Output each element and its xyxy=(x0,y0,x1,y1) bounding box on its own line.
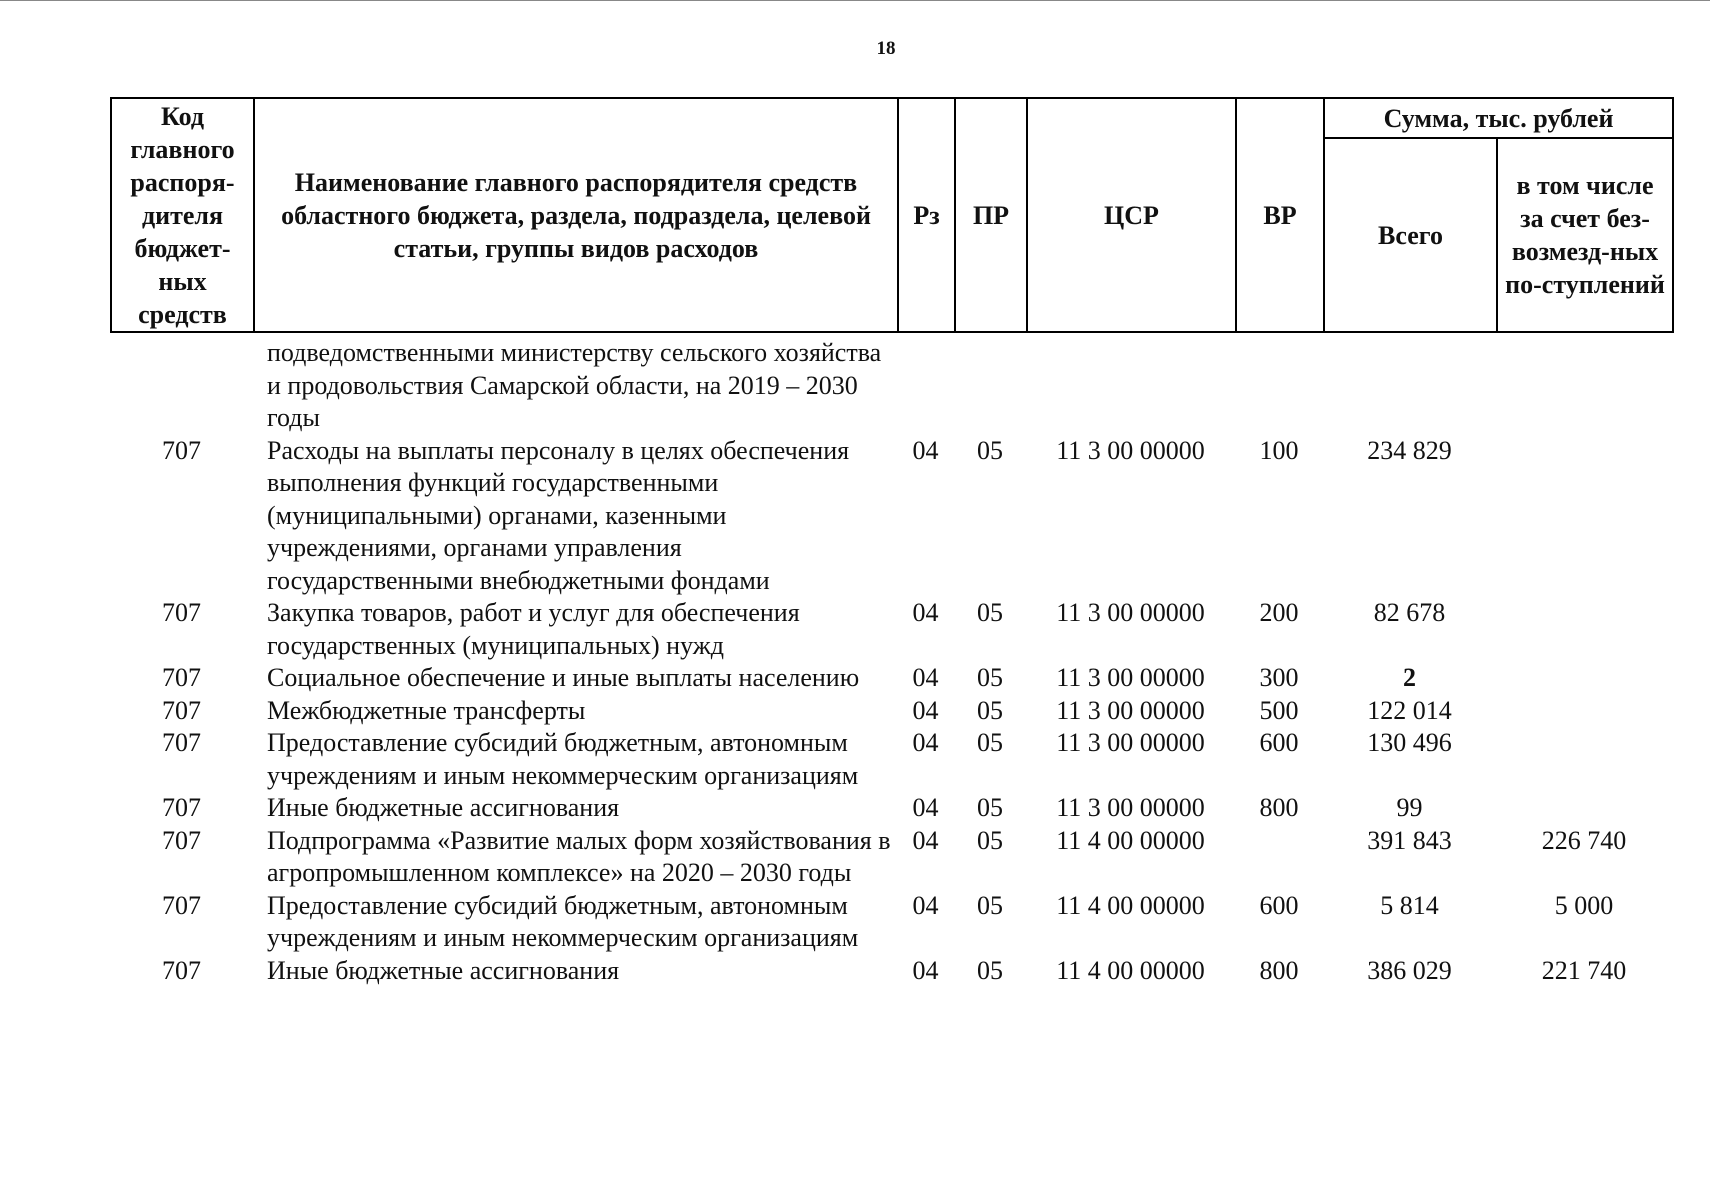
cell-total: 234 829 xyxy=(1367,435,1452,465)
table-row xyxy=(110,727,1672,792)
cell-code: 707 xyxy=(162,663,201,692)
cell-csr: 11 3 00 00000 xyxy=(1056,695,1205,725)
cell-code: 707 xyxy=(162,435,201,465)
header-rz: Рз xyxy=(898,98,955,332)
scan-top-edge xyxy=(0,0,1710,3)
cell-name: Социальное обеспечение и иные выплаты населению xyxy=(267,663,860,692)
cell-pr: 05 xyxy=(977,890,1003,920)
cell-incl: 221 740 xyxy=(1541,955,1627,985)
cell-code: 707 xyxy=(162,955,201,985)
cell-csr: 11 4 00 00000 xyxy=(1056,825,1205,855)
cell-name: Иные бюджетные ассигнования xyxy=(267,793,620,822)
cell-csr: 11 4 00 00000 xyxy=(1056,890,1205,920)
cell-name: Межбюджетные трансферты xyxy=(267,695,586,725)
cell-csr xyxy=(1026,337,1235,435)
table-row xyxy=(110,955,1672,988)
cell-pr: 05 xyxy=(977,825,1003,855)
cell-pr: 05 xyxy=(977,793,1003,822)
cell-pr: 05 xyxy=(977,435,1003,465)
table-row xyxy=(110,792,1672,825)
cell-rz: 04 xyxy=(912,890,939,920)
cell-vr: 600 xyxy=(1259,728,1299,757)
header-total: Всего xyxy=(1324,138,1497,332)
header-code: Код главного распоря-дителя бюджет-ных средств xyxy=(111,98,254,332)
cell-rz: 04 xyxy=(912,825,939,855)
cell-total xyxy=(1323,337,1496,435)
cell-csr: 11 3 00 00000 xyxy=(1056,793,1205,822)
cell-pr: 05 xyxy=(977,955,1003,985)
cell-total: 5 814 xyxy=(1380,890,1439,920)
cell-rz: 04 xyxy=(912,695,939,725)
cell-name: Расходы на выплаты персоналу в целях обеспечения выполнения функций государственными (муниципальными) органами, казенными учреждениями, органами управления государственными внебюджетными фондами xyxy=(267,435,850,595)
cell-rz xyxy=(897,337,954,435)
cell-incl xyxy=(1496,792,1672,825)
cell-vr: 600 xyxy=(1259,890,1299,920)
cell-vr: 100 xyxy=(1259,435,1299,465)
cell-rz: 04 xyxy=(912,728,939,757)
header-incl: в том числе за счет без-возмезд-ных по-ступлений xyxy=(1497,138,1673,332)
header-vr: ВР xyxy=(1236,98,1324,332)
cell-incl xyxy=(1496,597,1672,662)
cell-incl xyxy=(1496,435,1672,598)
cell-pr: 05 xyxy=(977,598,1003,627)
header-pr: ПР xyxy=(955,98,1027,332)
cell-incl xyxy=(1496,695,1672,728)
cell-vr: 500 xyxy=(1259,695,1299,725)
cell-incl: 226 740 xyxy=(1541,825,1627,855)
table-row xyxy=(110,435,1672,598)
cell-vr: 200 xyxy=(1259,598,1299,627)
cell-code: 707 xyxy=(162,825,201,855)
cell-incl: 5 000 xyxy=(1554,890,1614,920)
cell-total: 82 678 xyxy=(1373,598,1446,627)
cell-total: 386 029 xyxy=(1367,955,1452,985)
cell-name: Предоставление субсидий бюджетным, автономным учреждениям и иным некоммерческим организациям xyxy=(267,890,859,952)
cell-total: 2 xyxy=(1403,663,1416,692)
cell-vr xyxy=(1235,825,1323,890)
cell-total: 99 xyxy=(1396,793,1423,822)
cell-name: Предоставление субсидий бюджетным, автономным учреждениям и иным некоммерческим организациям xyxy=(267,728,859,790)
header-sum: Сумма, тыс. рублей xyxy=(1324,98,1673,138)
cell-code: 707 xyxy=(162,598,201,627)
cell-rz: 04 xyxy=(912,598,939,627)
table-row xyxy=(110,337,1672,435)
cell-vr: 300 xyxy=(1259,663,1299,692)
cell-csr: 11 3 00 00000 xyxy=(1056,598,1205,627)
table-row xyxy=(110,890,1672,955)
cell-name: Подпрограмма «Развитие малых форм хозяйствования в агропромышленном комплексе» на 2020 – 2030 годы xyxy=(267,825,891,887)
cell-csr: 11 3 00 00000 xyxy=(1056,728,1205,757)
cell-name: подведомственными министерству сельского хозяйства и продовольствия Самарской области, на 2019 – 2030 годы xyxy=(267,338,882,432)
cell-total: 122 014 xyxy=(1367,695,1452,725)
cell-incl xyxy=(1496,662,1672,695)
header-csr: ЦСР xyxy=(1027,98,1236,332)
cell-rz: 04 xyxy=(912,435,939,465)
cell-csr: 11 4 00 00000 xyxy=(1056,955,1205,985)
cell-code: 707 xyxy=(162,695,201,725)
cell-name: Иные бюджетные ассигнования xyxy=(267,955,620,985)
table-body xyxy=(110,337,1672,987)
cell-name: Закупка товаров, работ и услуг для обеспечения государственных (муниципальных) нужд xyxy=(267,598,800,660)
cell-rz: 04 xyxy=(912,793,939,822)
table-row xyxy=(110,825,1672,890)
header-name: Наименование главного распорядителя средств областного бюджета, раздела, подраздела, целевой статьи, группы видов расходов xyxy=(254,98,898,332)
cell-csr: 11 3 00 00000 xyxy=(1056,435,1205,465)
cell-csr: 11 3 00 00000 xyxy=(1056,663,1205,692)
cell-code xyxy=(110,337,253,435)
cell-vr xyxy=(1235,337,1323,435)
cell-pr xyxy=(954,337,1026,435)
cell-code: 707 xyxy=(162,728,201,757)
cell-pr: 05 xyxy=(977,728,1003,757)
cell-pr: 05 xyxy=(977,663,1003,692)
page-number: 18 xyxy=(876,38,896,59)
cell-incl xyxy=(1496,727,1672,792)
cell-code: 707 xyxy=(162,890,201,920)
cell-rz: 04 xyxy=(912,663,939,692)
table-row xyxy=(110,597,1672,662)
cell-total: 130 496 xyxy=(1367,728,1452,757)
cell-rz: 04 xyxy=(912,955,939,985)
cell-vr: 800 xyxy=(1259,793,1299,822)
cell-incl xyxy=(1496,337,1672,435)
table-row xyxy=(110,662,1672,695)
cell-pr: 05 xyxy=(977,695,1003,725)
cell-total: 391 843 xyxy=(1367,825,1452,855)
table-header xyxy=(110,97,1674,333)
table-row xyxy=(110,695,1672,728)
cell-code: 707 xyxy=(162,793,201,822)
cell-vr: 800 xyxy=(1259,955,1299,985)
